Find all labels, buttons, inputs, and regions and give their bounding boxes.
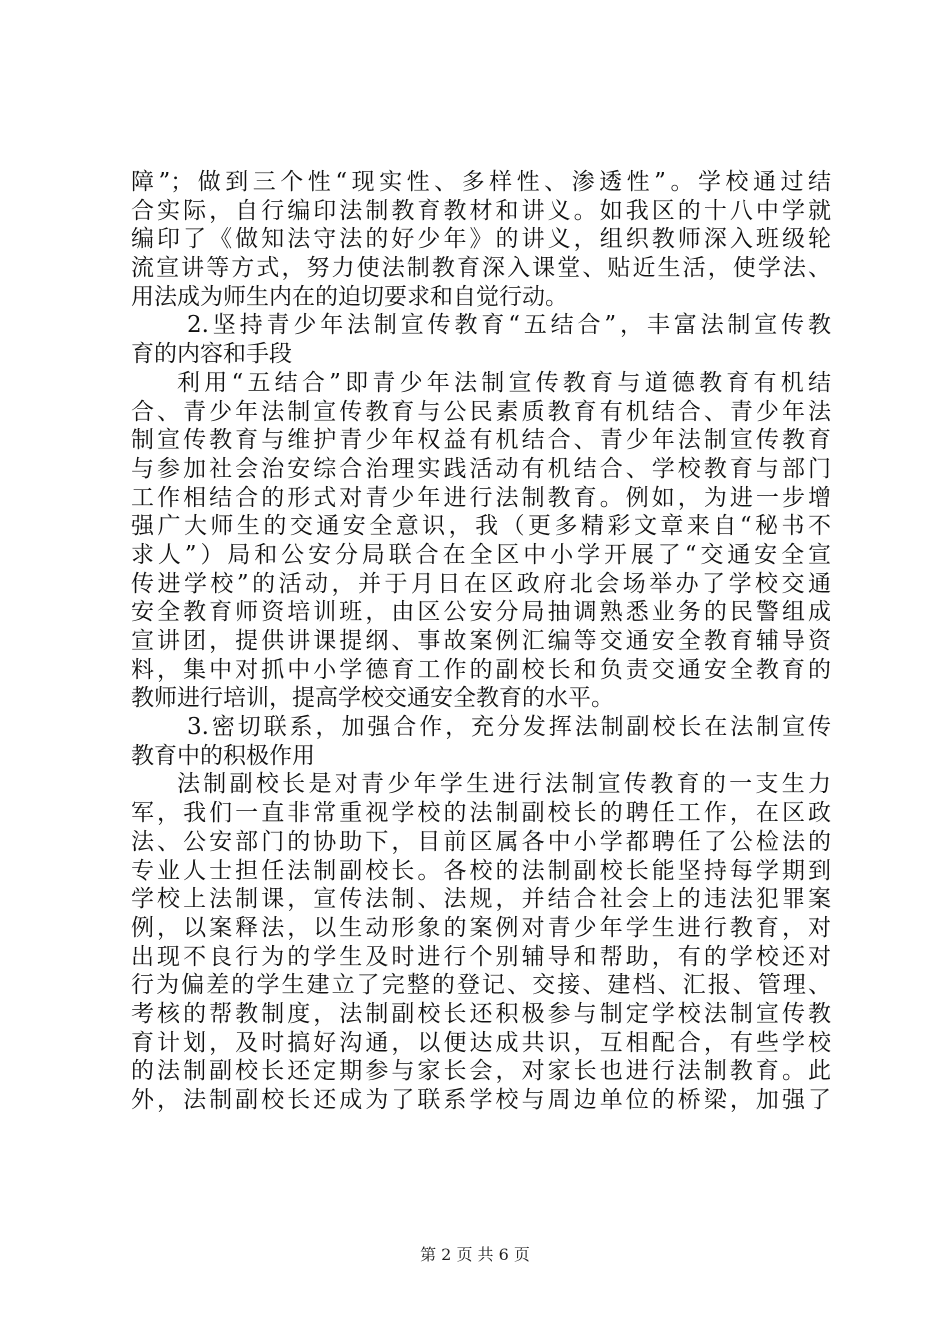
text-line: 专业人士担任法制副校长。各校的法制副校长能坚持每学期到 (131, 857, 831, 884)
text-line: 外，法制副校长还成为了联系学校与周边单位的桥梁，加强了 (131, 1087, 831, 1113)
text-line: 工作相结合的形式对青少年进行法制教育。例如，为进一步增 (131, 484, 831, 511)
text-line: 行为偏差的学生建立了完整的登记、交接、建档、汇报、管理、 (131, 972, 831, 999)
paragraph-first-line: 利用“五结合”即青少年法制宣传教育与道德教育有机结 (177, 369, 831, 396)
text-line: 强广大师生的交通安全意识，我（更多精彩文章来自“秘书不 (131, 513, 831, 540)
text-line: 求人”）局和公安分局联合在全区中小学开展了“交通安全宣 (131, 541, 831, 568)
text-line: 合实际，自行编印法制教育教材和讲义。如我区的十八中学就 (131, 197, 831, 224)
text-line: 考核的帮教制度，法制副校长还积极参与制定学校法制宣传教 (131, 1000, 831, 1027)
text-line: 育计划，及时搞好沟通，以便达成共识，互相配合，有些学校 (131, 1029, 831, 1056)
text-line: 传进学校”的活动，并于月日在区政府北会场举办了学校交通 (131, 570, 831, 597)
page-footer: 第 2 页 共 6 页 (420, 1245, 530, 1264)
text-line: 障”；做到三个性“现实性、多样性、渗透性”。学校通过结 (131, 169, 831, 195)
text-line: 例，以案释法，以生动形象的案例对青少年学生进行教育，对 (131, 914, 831, 941)
section-heading-3: 3.密切联系，加强合作，充分发挥法制副校长在法制宣传 (187, 714, 831, 741)
section-heading-2: 2.坚持青少年法制宣传教育“五结合”，丰富法制宣传教 (187, 312, 831, 339)
text-line: 编印了《做知法守法的好少年》的讲义，组织教师深入班级轮 (131, 226, 831, 253)
paragraph-first-line: 法制副校长是对青少年学生进行法制宣传教育的一支生力 (177, 771, 831, 798)
text-line: 出现不良行为的学生及时进行个别辅导和帮助，有的学校还对 (131, 943, 831, 970)
text-line: 军，我们一直非常重视学校的法制副校长的聘任工作，在区政 (131, 800, 831, 827)
text-line: 制宣传教育与维护青少年权益有机结合、青少年法制宣传教育 (131, 427, 831, 454)
text-line: 法、公安部门的协助下，目前区属各中小学都聘任了公检法的 (131, 828, 831, 855)
section-heading-3-cont: 教育中的积极作用 (131, 742, 315, 769)
text-line: 安全教育师资培训班，由区公安分局抽调熟悉业务的民警组成 (131, 599, 831, 626)
text-line: 合、青少年法制宣传教育与公民素质教育有机结合、青少年法 (131, 398, 831, 425)
text-line: 教师进行培训，提高学校交通安全教育的水平。 (131, 685, 614, 712)
text-line: 宣讲团，提供讲课提纲、事故案例汇编等交通安全教育辅导资 (131, 628, 831, 654)
text-line: 用法成为师生内在的迫切要求和自觉行动。 (131, 283, 568, 310)
text-line: 与参加社会治安综合治理实践活动有机结合、学校教育与部门 (131, 455, 831, 482)
section-heading-2-cont: 育的内容和手段 (131, 341, 292, 368)
body-text (131, 168, 831, 1115)
text-line: 流宣讲等方式，努力使法制教育深入课堂、贴近生活，使学法、 (131, 255, 831, 282)
text-line: 的法制副校长还定期参与家长会，对家长也进行法制教育。此 (131, 1058, 831, 1085)
text-line: 料，集中对抓中小学德育工作的副校长和负责交通安全教育的 (131, 656, 831, 683)
text-line: 学校上法制课，宣传法制、法规，并结合社会上的违法犯罪案 (131, 886, 831, 913)
